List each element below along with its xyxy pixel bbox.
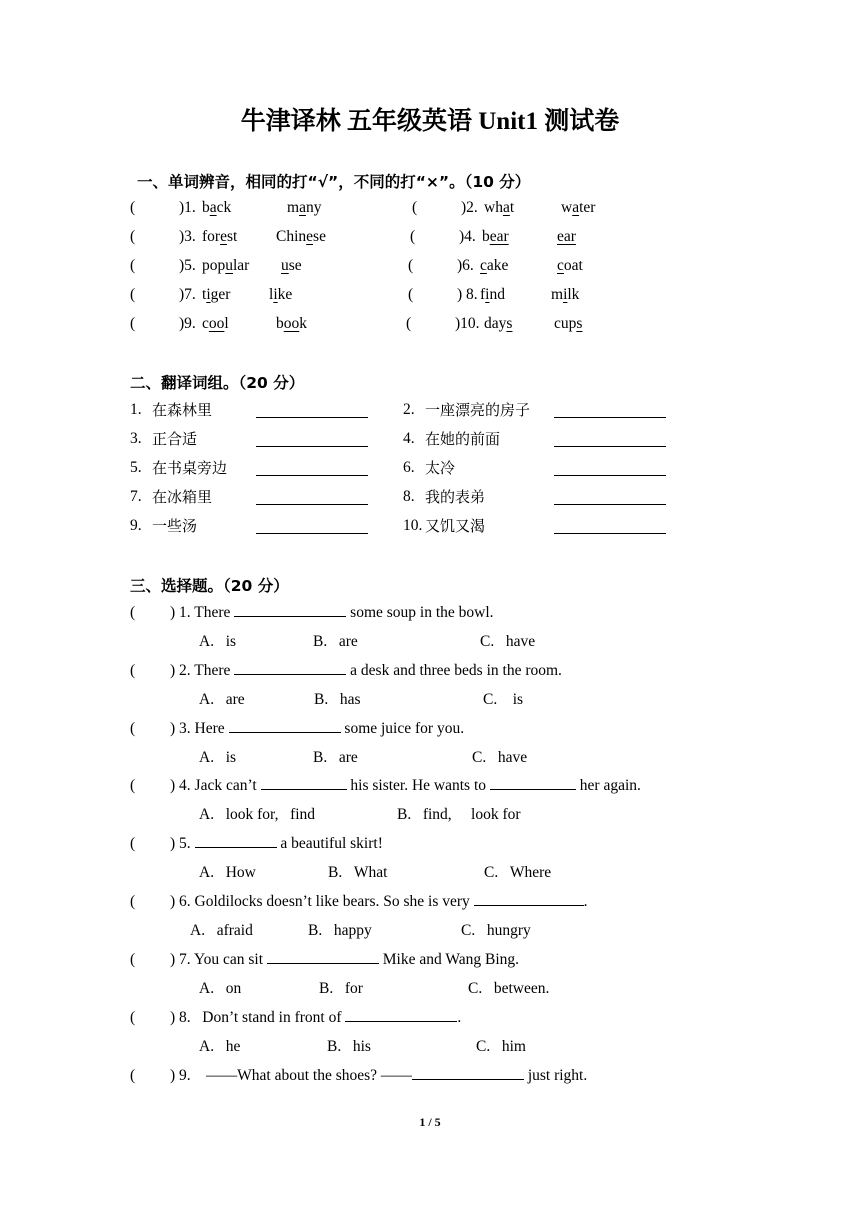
answer-paren[interactable]: ( [130,228,136,245]
word: bear [482,228,509,245]
word: find [480,286,505,303]
option-a[interactable]: A. is [199,749,237,766]
item-number: 7. [130,488,142,505]
option-a[interactable]: A. on [199,980,242,997]
item-number: 9. [130,517,142,534]
option-b[interactable]: B. are [313,633,358,650]
answer-blank[interactable] [256,461,368,476]
page-title: 牛津译林 五年级英语 Unit1 测试卷 [240,108,620,135]
option-c[interactable]: C. hungry [461,922,531,939]
phrase-text: 在书桌旁边 [152,459,228,477]
item-number: 10. [403,517,423,534]
answer-blank[interactable] [256,432,368,447]
option-b[interactable]: B. are [313,749,358,766]
item-number: )2. [461,199,478,216]
answer-paren[interactable]: ( [130,315,136,332]
item-number: )4. [459,228,476,245]
option-a[interactable]: A. are [199,691,245,708]
option-b[interactable]: B. has [314,691,361,708]
word: coat [557,257,583,274]
section1-heading: 一、单词辨音，相同的打“√”，不同的打“×”。（10 分） [137,173,531,191]
item-number: 5. [130,459,142,476]
item-number: )9. [179,315,196,332]
item-number: 2. [403,401,415,418]
option-a[interactable]: A. is [199,633,237,650]
answer-blank[interactable] [554,432,666,447]
answer-blank[interactable] [345,1007,457,1022]
answer-paren[interactable]: ( [130,199,136,216]
option-c[interactable]: C. Where [484,864,552,881]
answer-blank[interactable] [554,490,666,505]
answer-blank[interactable] [256,403,368,418]
item-number: 3. [130,430,142,447]
option-b[interactable]: B. find, look for [397,806,521,823]
phrase-text: 正合适 [152,430,198,448]
answer-paren[interactable]: ( [408,286,414,303]
item-number: ) 8. [457,286,478,303]
answer-paren[interactable]: ( [130,257,136,274]
option-a[interactable]: A. he [199,1038,241,1055]
option-b[interactable]: B. his [327,1038,371,1055]
option-c[interactable]: C. him [476,1038,526,1055]
answer-blank[interactable] [261,775,347,790]
word: book [276,315,307,332]
answer-blank[interactable] [490,775,576,790]
page-number: 1 / 5 [419,1115,441,1129]
answer-blank[interactable] [256,519,368,534]
phrase-text: 在冰箱里 [152,488,213,506]
answer-blank[interactable] [195,833,277,848]
item-number: )10. [455,315,480,332]
answer-paren[interactable]: ( [410,228,416,245]
option-b[interactable]: B. happy [308,922,372,939]
phrase-text: 一座漂亮的房子 [425,401,531,419]
answer-blank[interactable] [554,519,666,534]
item-number: 1. [130,401,142,418]
answer-paren[interactable]: ( [406,315,412,332]
word: what [484,199,515,216]
phrase-text: 在森林里 [152,401,213,419]
word: ear [557,228,576,245]
phrase-text: 一些汤 [152,517,198,535]
answer-blank[interactable] [474,891,584,906]
answer-blank[interactable] [554,403,666,418]
phrase-text: 在她的前面 [425,430,501,448]
word: popular [202,257,250,274]
item-number: )5. [179,257,196,274]
option-b[interactable]: B. What [328,864,388,881]
answer-paren[interactable]: ( [408,257,414,274]
phrase-text: 又饥又渴 [425,517,486,535]
item-number: 8. [403,488,415,505]
item-number: )7. [179,286,196,303]
answer-paren[interactable]: ( [412,199,418,216]
answer-blank[interactable] [229,718,341,733]
word: many [287,199,322,216]
option-c[interactable]: C. is [483,691,524,708]
word: milk [551,286,580,303]
answer-blank[interactable] [554,461,666,476]
word: Chinese [276,228,326,245]
answer-blank[interactable] [412,1065,524,1080]
word: like [269,286,293,303]
option-c[interactable]: C. have [480,633,536,650]
word: tiger [202,286,231,303]
section3-heading: 三、选择题。（20 分） [130,577,289,595]
answer-paren[interactable]: ( [130,286,136,303]
item-number: )1. [179,199,196,216]
item-number: )6. [457,257,474,274]
word: cake [480,257,509,274]
answer-blank[interactable] [234,660,346,675]
option-c[interactable]: C. have [472,749,528,766]
word: use [281,257,302,274]
option-a[interactable]: A. look for, find [199,806,316,823]
answer-blank[interactable] [267,949,379,964]
word: back [202,199,232,216]
word: forest [202,228,238,245]
phrase-text: 我的表弟 [425,488,486,506]
item-number: )3. [179,228,196,245]
option-c[interactable]: C. between. [468,980,550,997]
word: days [484,315,513,332]
phrase-text: 太冷 [425,459,456,477]
answer-blank[interactable] [234,602,346,617]
item-number: 6. [403,459,415,476]
section2-heading: 二、翻译词组。（20 分） [130,374,305,392]
option-b[interactable]: B. for [319,980,363,997]
answer-blank[interactable] [256,490,368,505]
word: cool [202,315,229,332]
option-a[interactable]: A. How [199,864,256,881]
option-a[interactable]: A. afraid [190,922,253,939]
item-number: 4. [403,430,415,447]
word: water [561,199,596,216]
word: cups [554,315,583,332]
